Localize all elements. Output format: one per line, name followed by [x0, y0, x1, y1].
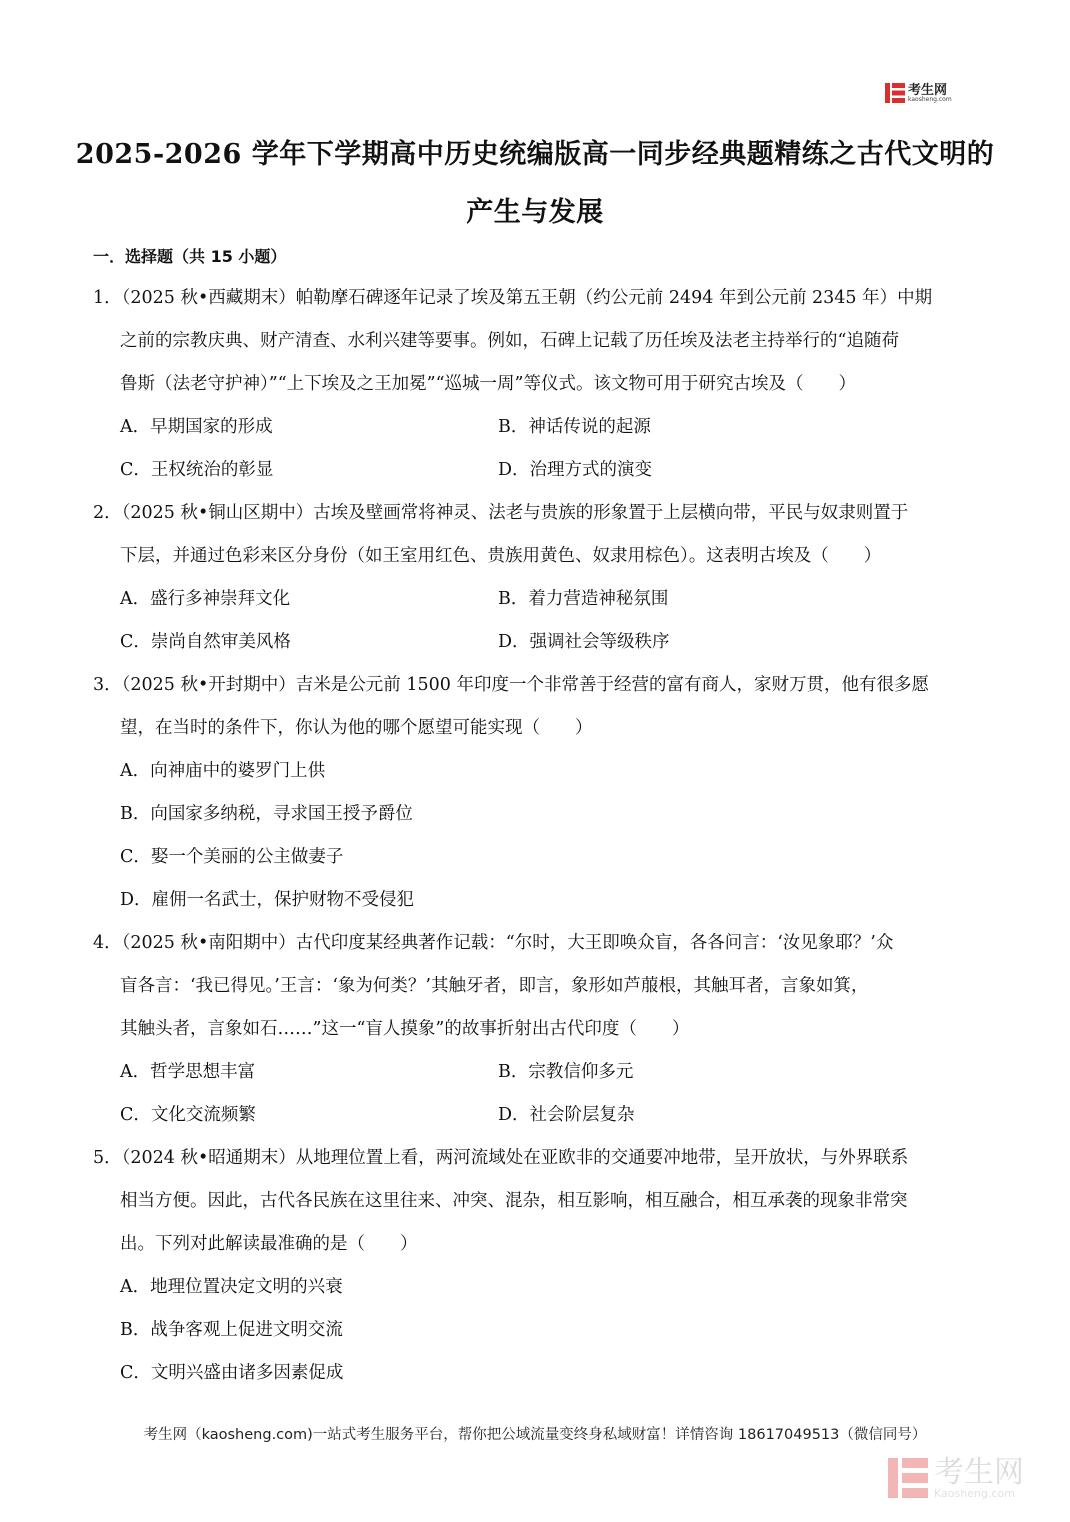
question-5-option-a[interactable]: A．地理位置决定文明的兴衰: [120, 1277, 343, 1297]
question-5-line-2: 相当方便。因此，古代各民族在这里往来、冲突、混杂，相互影响，相互融合，相互承袭的现象非常突: [120, 1191, 908, 1211]
question-2-line-2: 下层，并通过色彩来区分身份（如王室用红色、贵族用黄色、奴隶用棕色）。这表明古埃及（ ）: [120, 546, 882, 566]
question-1-line-3: 鲁斯（法老守护神）”“上下埃及之王加冕”“巡城一周”等仪式。该文物可用于研究古埃及（ ）: [120, 374, 856, 394]
question-2-option-a[interactable]: A．盛行多神崇拜文化: [120, 589, 291, 609]
page-title-line-1: 2025-2026 学年下学期高中历史统编版高一同步经典题精练之古代文明的: [75, 139, 995, 170]
question-4-option-a[interactable]: A．哲学思想丰富: [120, 1062, 256, 1082]
question-3-option-c[interactable]: C．娶一个美丽的公主做妻子: [120, 847, 344, 867]
logo-name: 考生网: [908, 82, 948, 98]
question-4-option-c[interactable]: C．文化交流频繁: [120, 1105, 256, 1125]
watermark-domain: Kaosheng.com: [934, 1486, 1015, 1500]
question-4-line-2: 盲各言：‘我已得见。’王言：‘象为何类？’其触牙者，即言，象形如芦菔根，其触耳者，言象如箕，: [120, 976, 869, 996]
question-2-option-c[interactable]: C．崇尚自然审美风格: [120, 632, 291, 652]
kaosheng-watermark-icon: [886, 1456, 930, 1500]
logo-domain: kaosheng.com: [908, 95, 952, 103]
question-4-option-b[interactable]: B．宗教信仰多元: [498, 1062, 634, 1082]
question-3-option-a[interactable]: A．向神庙中的婆罗门上供: [120, 761, 326, 781]
question-5-option-c[interactable]: C．文明兴盛由诸多因素促成: [120, 1363, 344, 1383]
section-heading: 一．选择题（共 15 小题）: [93, 247, 287, 266]
question-5-line-1: 5．（2024 秋•昭通期末）从地理位置上看，两河流域处在亚欧非的交通要冲地带，呈开放状，与外界联系: [93, 1148, 909, 1168]
question-3-line-1: 3．（2025 秋•开封期中）吉米是公元前 1500 年印度一个非常善于经营的富有商人，家财万贯，他有很多愿: [93, 675, 929, 695]
kaosheng-logo-icon: [884, 82, 906, 104]
kaosheng-watermark: [886, 1450, 1056, 1506]
question-1-option-c[interactable]: C．王权统治的彰显: [120, 460, 274, 480]
question-4-line-1: 4．（2025 秋•南阳期中）古代印度某经典著作记载：“尔时，大王即唤众盲，各各问言：‘汝见象耶？’众: [93, 933, 894, 953]
question-5-option-b[interactable]: B．战争客观上促进文明交流: [120, 1320, 343, 1340]
question-2-option-d[interactable]: D．强调社会等级秩序: [498, 632, 670, 652]
question-1-option-a[interactable]: A．早期国家的形成: [120, 417, 273, 437]
question-4-line-3: 其触头者，言象如石……”这一“盲人摸象”的故事折射出古代印度（ ）: [120, 1019, 690, 1039]
question-3-option-d[interactable]: D．雇佣一名武士，保护财物不受侵犯: [120, 890, 415, 910]
question-1-line-1: 1．（2025 秋•西藏期末）帕勒摩石碑逐年记录了埃及第五王朝（约公元前 2494 年到公元前 2345 年）中期: [93, 288, 933, 308]
question-4-option-d[interactable]: D．社会阶层复杂: [498, 1105, 635, 1125]
page-title-line-2: 产生与发展: [466, 197, 604, 228]
watermark-name: 考生网: [934, 1454, 1024, 1490]
question-3-option-b[interactable]: B．向国家多纳税，寻求国王授予爵位: [120, 804, 413, 824]
question-5-line-3: 出。下列对此解读最准确的是（ ）: [120, 1234, 418, 1254]
page-footer: 考生网（kaosheng.com)一站式考生服务平台，帮你把公域流量变终身私域财富！详情咨询 18617049513（微信同号）: [143, 1427, 927, 1443]
question-3-line-2: 望，在当时的条件下，你认为他的哪个愿望可能实现（ ）: [120, 718, 593, 738]
question-2-line-1: 2．（2025 秋•铜山区期中）古埃及壁画常将神灵、法老与贵族的形象置于上层横向带，平民与奴隶则置于: [93, 503, 909, 523]
question-1-line-2: 之前的宗教庆典、财产清查、水利兴建等要事。例如，石碑上记载了历任埃及法老主持举行的“追随荷: [120, 331, 899, 351]
question-1-option-d[interactable]: D．治理方式的演变: [498, 460, 653, 480]
kaosheng-logo: [884, 80, 974, 106]
question-1-option-b[interactable]: B．神话传说的起源: [498, 417, 651, 437]
question-2-option-b[interactable]: B．着力营造神秘氛围: [498, 589, 669, 609]
